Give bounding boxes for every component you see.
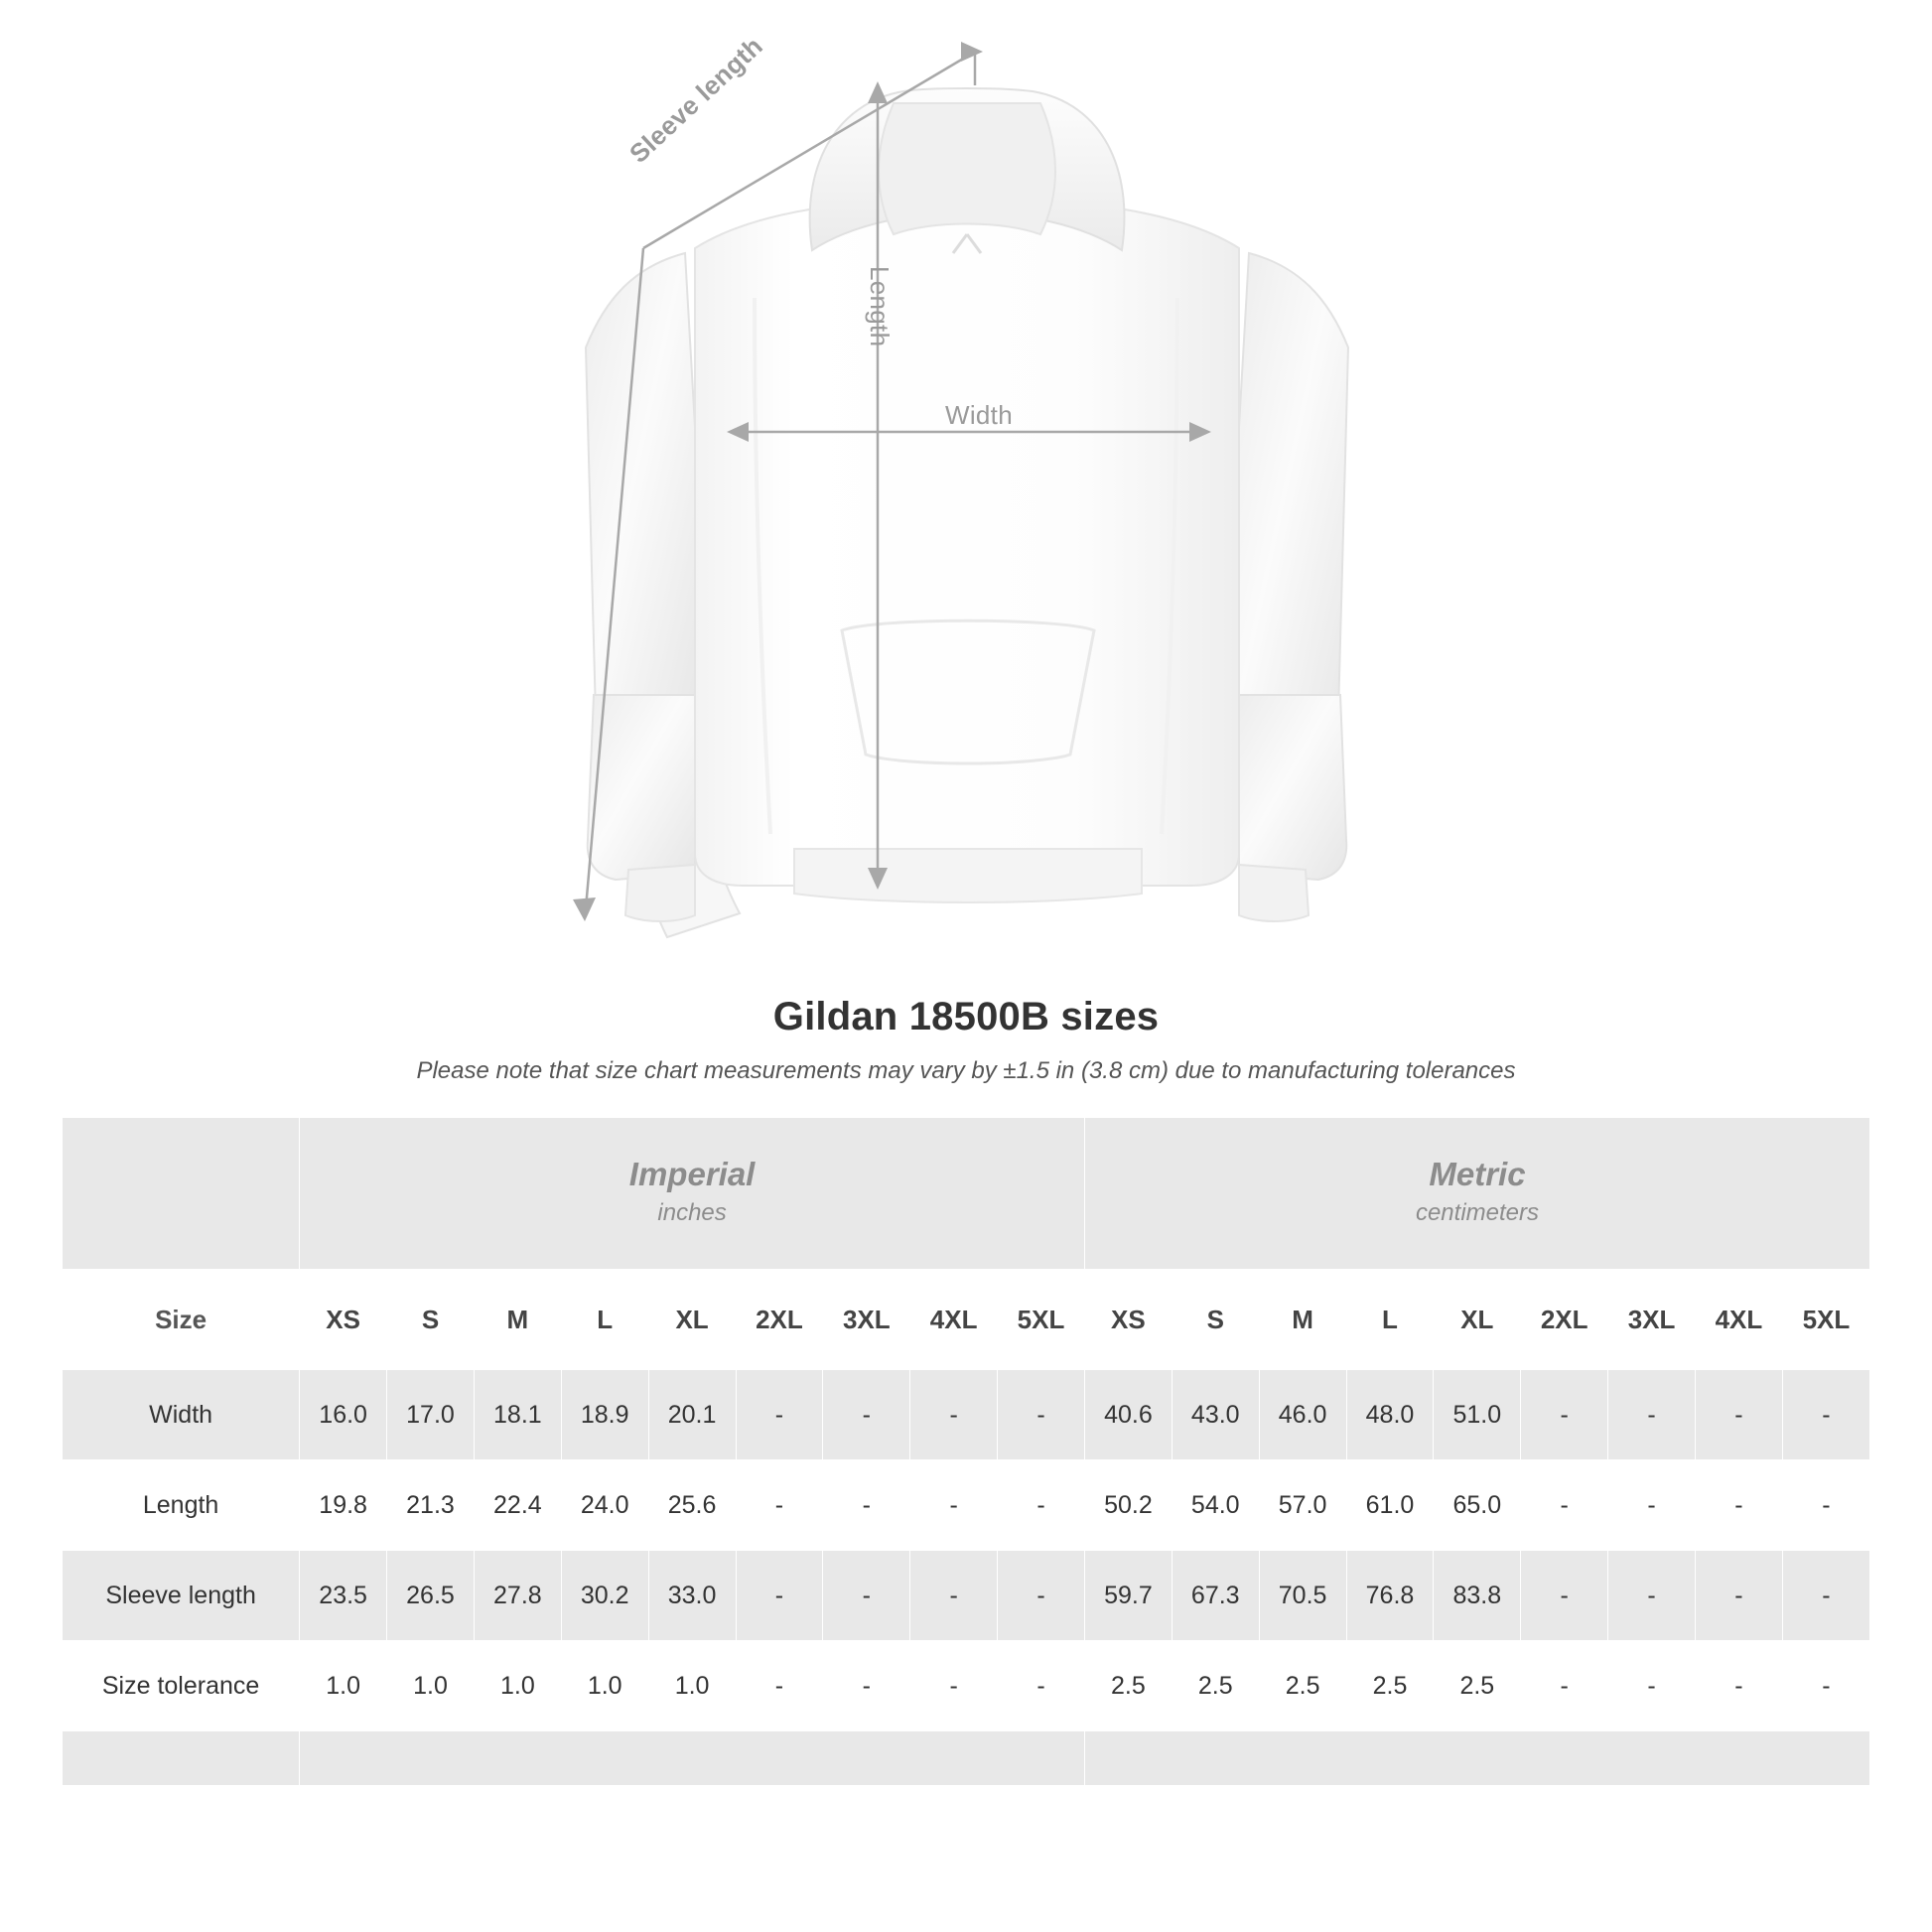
cell-length-imp-4xl: - (910, 1460, 998, 1551)
cell-sleeve-imp-2xl: - (736, 1551, 823, 1641)
cell-sleeve-met-xl: 83.8 (1434, 1551, 1521, 1641)
cell-width-met-2xl: - (1521, 1370, 1608, 1460)
size-header-imp-2xl: 2XL (736, 1270, 823, 1370)
tolerance-note: Please note that size chart measurements may vary by ±1.5 in (3.8 cm) due to manufacturing tolerances (416, 1057, 1516, 1084)
cell-length-met-4xl: - (1695, 1460, 1782, 1551)
cell-width-imp-4xl: - (910, 1370, 998, 1460)
cell-sleeve-met-4xl: - (1695, 1551, 1782, 1641)
unit-header-metric (1084, 1118, 1869, 1270)
cell-sleeve-met-3xl: - (1608, 1551, 1696, 1641)
unit-header-row (63, 1118, 1870, 1270)
cell-width-imp-2xl: - (736, 1370, 823, 1460)
cell-sleeve-imp-m: 27.8 (474, 1551, 561, 1641)
cell-sleeve-met-m: 70.5 (1259, 1551, 1346, 1641)
size-header-imp-5xl: 5XL (998, 1270, 1085, 1370)
cell-width-imp-s: 17.0 (387, 1370, 475, 1460)
cell-sleeve-imp-3xl: - (823, 1551, 910, 1641)
cell-width-imp-5xl: - (998, 1370, 1085, 1460)
cell-tolerance-imp-4xl: - (910, 1641, 998, 1731)
unit-metric-sub: centimeters (1415, 1199, 1539, 1227)
cell-width-imp-l: 18.9 (561, 1370, 648, 1460)
length-label: Length (865, 266, 895, 347)
footer-cell-metric (1084, 1731, 1869, 1786)
hoodie-right-cuff (1239, 865, 1309, 921)
size-header-met-2xl: 2XL (1521, 1270, 1608, 1370)
cell-tolerance-imp-m: 1.0 (474, 1641, 561, 1731)
cell-sleeve-imp-4xl: - (910, 1551, 998, 1641)
cell-length-met-5xl: - (1782, 1460, 1869, 1551)
cell-width-imp-xl: 20.1 (648, 1370, 736, 1460)
unit-header-corner (63, 1118, 300, 1270)
cell-length-imp-5xl: - (998, 1460, 1085, 1551)
cell-width-met-4xl: - (1695, 1370, 1782, 1460)
cell-tolerance-met-xs: 2.5 (1084, 1641, 1172, 1731)
cell-sleeve-imp-l: 30.2 (561, 1551, 648, 1641)
size-header-met-s: S (1172, 1270, 1259, 1370)
cell-sleeve-met-l: 76.8 (1346, 1551, 1434, 1641)
table-row (63, 1460, 1870, 1551)
size-header-imp-xl: XL (648, 1270, 736, 1370)
cell-sleeve-imp-xs: 23.5 (300, 1551, 387, 1641)
size-header-met-xs: XS (1084, 1270, 1172, 1370)
cell-length-imp-s: 21.3 (387, 1460, 475, 1551)
unit-imperial-name: Imperial (628, 1156, 756, 1193)
size-header-imp-s: S (387, 1270, 475, 1370)
unit-metric-name: Metric (1429, 1156, 1526, 1193)
table-row (63, 1370, 1870, 1460)
sleeve-length-label: Sleeve length (623, 31, 768, 169)
cell-tolerance-met-xl: 2.5 (1434, 1641, 1521, 1731)
size-header-imp-m: M (474, 1270, 561, 1370)
cell-length-imp-2xl: - (736, 1460, 823, 1551)
row-label-width: Width (63, 1370, 300, 1460)
cell-width-met-l: 48.0 (1346, 1370, 1434, 1460)
cell-width-met-5xl: - (1782, 1370, 1869, 1460)
hoodie-hood-inner (879, 103, 1055, 234)
sleeve-arrow-head-bottom (573, 897, 596, 921)
cell-tolerance-met-4xl: - (1695, 1641, 1782, 1731)
size-header-met-5xl: 5XL (1782, 1270, 1869, 1370)
cell-sleeve-imp-5xl: - (998, 1551, 1085, 1641)
size-header-imp-4xl: 4XL (910, 1270, 998, 1370)
size-header-met-3xl: 3XL (1608, 1270, 1696, 1370)
page-title: Gildan 18500B sizes (772, 995, 1160, 1038)
cell-length-imp-m: 22.4 (474, 1460, 561, 1551)
footer-cell (63, 1731, 300, 1786)
cell-sleeve-met-s: 67.3 (1172, 1551, 1259, 1641)
unit-imperial-sub: inches (657, 1199, 727, 1227)
table-row (63, 1551, 1870, 1641)
cell-length-imp-l: 24.0 (561, 1460, 648, 1551)
cell-tolerance-imp-5xl: - (998, 1641, 1085, 1731)
cell-length-met-3xl: - (1608, 1460, 1696, 1551)
cell-length-met-xs: 50.2 (1084, 1460, 1172, 1551)
cell-tolerance-imp-l: 1.0 (561, 1641, 648, 1731)
row-label-sleeve-length: Sleeve length (63, 1551, 300, 1641)
hoodie-left-forearm (588, 695, 695, 880)
cell-length-met-xl: 65.0 (1434, 1460, 1521, 1551)
title-block (0, 995, 1932, 1085)
hoodie-left-sleeve (586, 253, 695, 752)
cell-tolerance-met-m: 2.5 (1259, 1641, 1346, 1731)
table-footer-row (63, 1731, 1870, 1786)
cell-sleeve-imp-s: 26.5 (387, 1551, 475, 1641)
cell-tolerance-met-5xl: - (1782, 1641, 1869, 1731)
size-header-met-xl: XL (1434, 1270, 1521, 1370)
cell-width-imp-xs: 16.0 (300, 1370, 387, 1460)
size-chart-table (62, 1117, 1870, 1786)
cell-tolerance-met-l: 2.5 (1346, 1641, 1434, 1731)
cell-length-met-l: 61.0 (1346, 1460, 1434, 1551)
cell-width-met-xl: 51.0 (1434, 1370, 1521, 1460)
cell-length-imp-xs: 19.8 (300, 1460, 387, 1551)
table-row (63, 1641, 1870, 1731)
cell-length-met-m: 57.0 (1259, 1460, 1346, 1551)
cell-sleeve-met-2xl: - (1521, 1551, 1608, 1641)
cell-tolerance-met-3xl: - (1608, 1641, 1696, 1731)
cell-tolerance-imp-xs: 1.0 (300, 1641, 387, 1731)
size-header-met-4xl: 4XL (1695, 1270, 1782, 1370)
size-table-wrap (62, 1117, 1870, 1786)
cell-width-imp-3xl: - (823, 1370, 910, 1460)
cell-tolerance-met-s: 2.5 (1172, 1641, 1259, 1731)
cell-tolerance-imp-2xl: - (736, 1641, 823, 1731)
size-header-row (63, 1270, 1870, 1370)
hoodie-body (695, 199, 1239, 886)
row-label-length: Length (63, 1460, 300, 1551)
cell-width-met-s: 43.0 (1172, 1370, 1259, 1460)
size-header-met-m: M (1259, 1270, 1346, 1370)
cell-sleeve-met-5xl: - (1782, 1551, 1869, 1641)
hoodie-waistband (794, 849, 1142, 902)
hoodie-right-forearm (1239, 695, 1346, 880)
cell-tolerance-imp-3xl: - (823, 1641, 910, 1731)
cell-tolerance-imp-xl: 1.0 (648, 1641, 736, 1731)
cell-length-met-s: 54.0 (1172, 1460, 1259, 1551)
width-label: Width (945, 400, 1013, 430)
cell-width-met-m: 46.0 (1259, 1370, 1346, 1460)
length-arrow-head-top (868, 81, 888, 103)
row-label-size-tolerance: Size tolerance (63, 1641, 300, 1731)
cell-width-imp-m: 18.1 (474, 1370, 561, 1460)
footer-cell-imperial (300, 1731, 1085, 1786)
cell-length-imp-3xl: - (823, 1460, 910, 1551)
cell-sleeve-met-xs: 59.7 (1084, 1551, 1172, 1641)
cell-length-imp-xl: 25.6 (648, 1460, 736, 1551)
size-header-imp-l: L (561, 1270, 648, 1370)
cell-tolerance-imp-s: 1.0 (387, 1641, 475, 1731)
cell-length-met-2xl: - (1521, 1460, 1608, 1551)
hoodie-left-cuff (625, 865, 695, 921)
size-header-imp-xs: XS (300, 1270, 387, 1370)
cell-tolerance-met-2xl: - (1521, 1641, 1608, 1731)
size-header-imp-3xl: 3XL (823, 1270, 910, 1370)
unit-header-imperial (300, 1118, 1085, 1270)
cell-width-met-xs: 40.6 (1084, 1370, 1172, 1460)
cell-sleeve-imp-xl: 33.0 (648, 1551, 736, 1641)
sleeve-arrow-head-top (961, 42, 983, 62)
size-header-label: Size (63, 1270, 300, 1370)
size-header-met-l: L (1346, 1270, 1434, 1370)
cell-width-met-3xl: - (1608, 1370, 1696, 1460)
hoodie-right-sleeve (1239, 253, 1348, 752)
